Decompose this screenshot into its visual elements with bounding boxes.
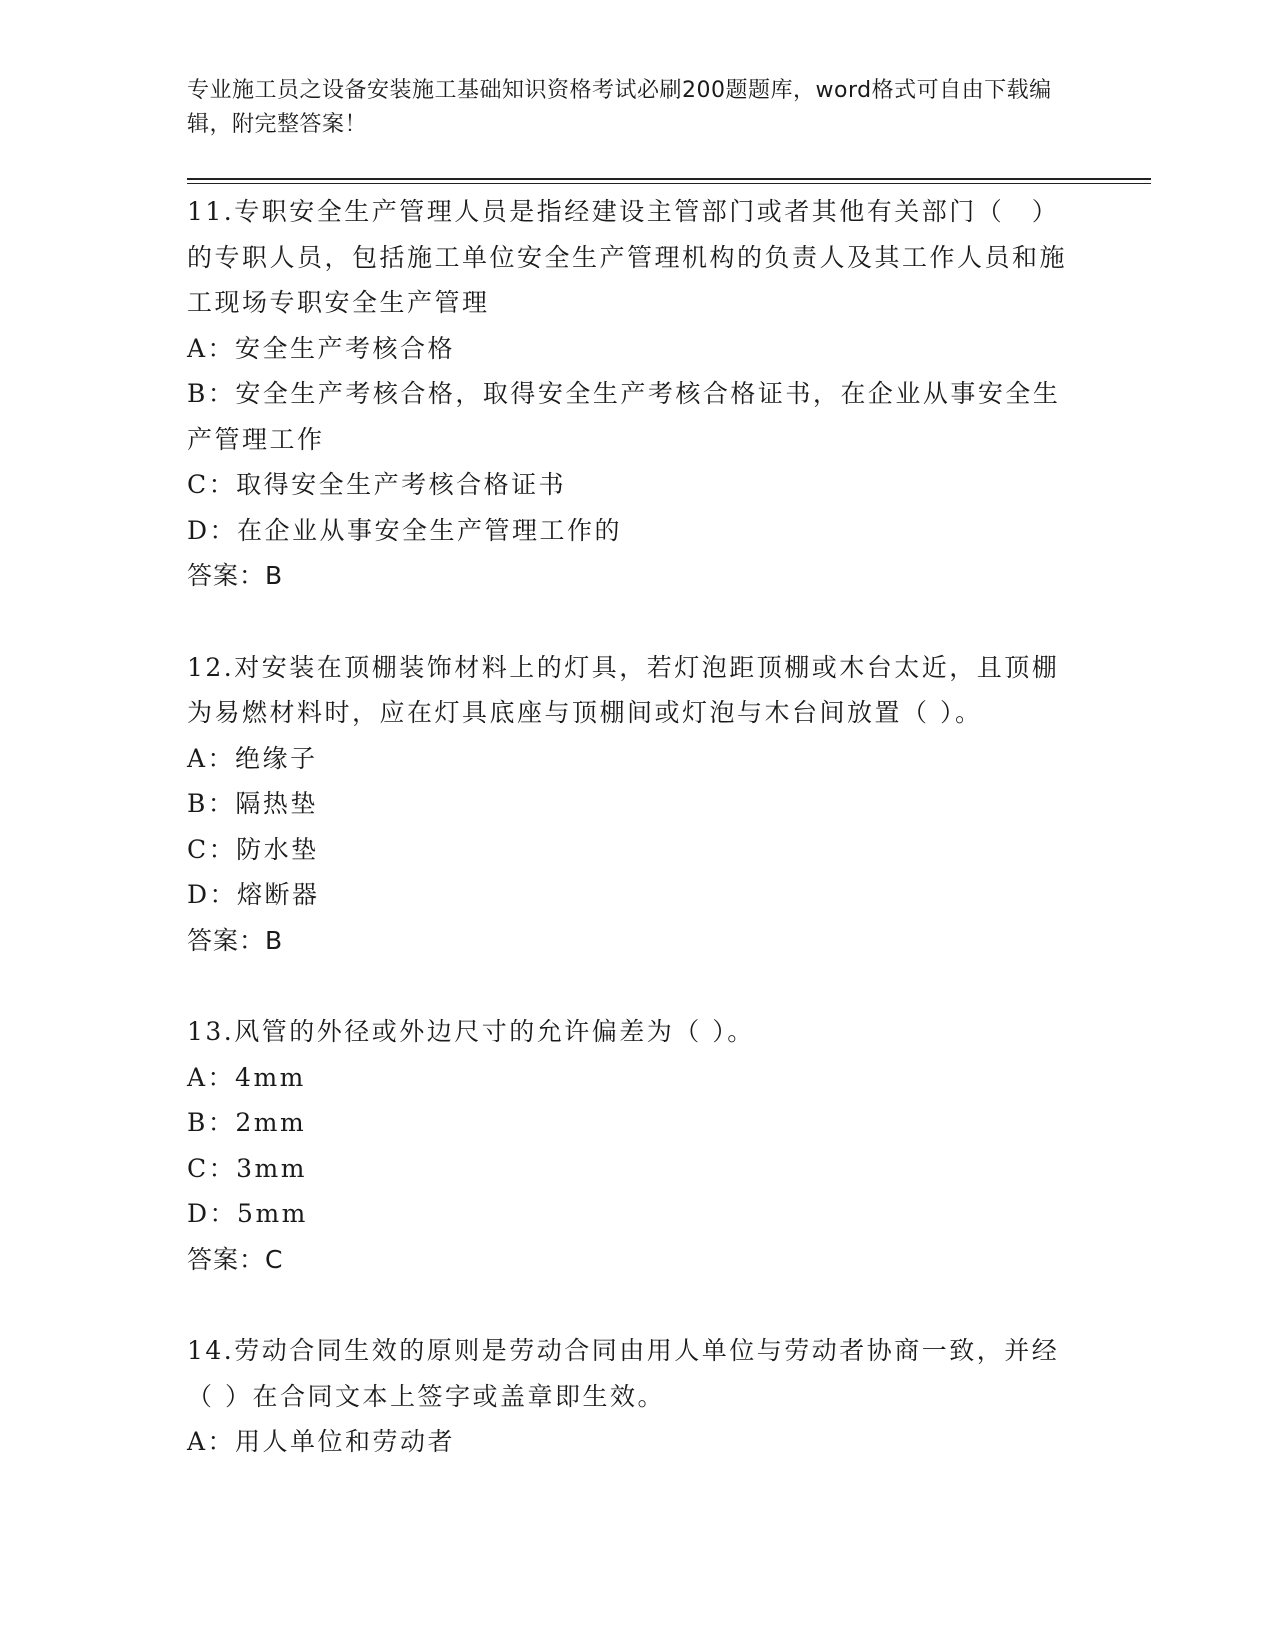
option-a: A：绝缘子 (187, 743, 318, 773)
option-c: C：取得安全生产考核合格证书 (187, 470, 567, 499)
option-d: D：5mm (187, 1199, 308, 1228)
question-stem: 13.风管的外径或外边尺寸的允许偏差为（ ）。 (187, 1017, 755, 1046)
option-b: B：安全生产考核合格，取得安全生产考核合格证书，在企业从事安全生产管理工作 (187, 379, 1061, 454)
option-a: A：安全生产考核合格 (187, 333, 456, 363)
answer-line: 答案：B (187, 925, 284, 955)
question-stem: 11.专职安全生产管理人员是指经建设主管部门或者其他有关部门（ ）的专职人员，包括施工单位安全生产管理机构的负责人及其工作人员和施工现场专职安全生产管理 (187, 197, 1068, 317)
question-stem: 14.劳动合同生效的原则是劳动合同由用人单位与劳动者协商一致，并经（ ）在合同文本上签字或盖章即生效。 (187, 1336, 1060, 1411)
header-rule-thick (187, 178, 1151, 180)
answer-line: 答案：B (187, 561, 284, 590)
option-b: B：2mm (187, 1108, 307, 1137)
option-d: D：在企业从事安全生产管理工作的 (187, 515, 623, 545)
question-13 (187, 1009, 1067, 1282)
question-list (187, 189, 1067, 1465)
answer-line: 答案：C (187, 1244, 284, 1274)
option-a: A：用人单位和劳动者 (187, 1427, 456, 1456)
question-11 (187, 189, 1067, 599)
option-b: B：隔热垫 (187, 789, 318, 818)
option-c: C：防水垫 (187, 834, 319, 864)
question-stem: 12.对安装在顶棚装饰材料上的灯具，若灯泡距顶棚或木台太近，且顶棚为易燃材料时，应在灯具底座与顶棚间或灯泡与木台间放置（ ）。 (187, 652, 1060, 727)
question-14 (187, 1328, 1067, 1465)
option-c: C：3mm (187, 1153, 307, 1183)
header-rule-thin (187, 183, 1151, 184)
document-header: 专业施工员之设备安装施工基础知识资格考试必刷200题题库，word格式可自由下载编辑，附完整答案！ (187, 78, 1052, 137)
question-12 (187, 645, 1067, 964)
option-d: D：熔断器 (187, 880, 320, 909)
option-a: A：4mm (187, 1062, 306, 1092)
